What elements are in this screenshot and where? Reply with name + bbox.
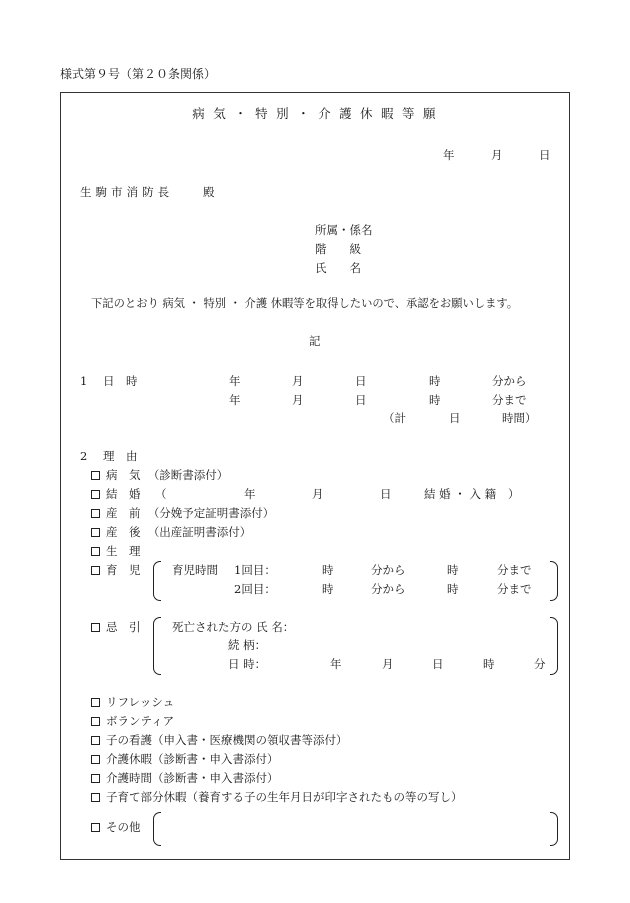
- childcare-left-bracket: [153, 561, 161, 601]
- care-hours-checkbox[interactable]: [91, 774, 100, 783]
- total-open: （計: [383, 411, 406, 425]
- reason-care-leave: [91, 754, 279, 766]
- marriage-open: （: [155, 487, 167, 501]
- from-hour: 時: [429, 374, 441, 388]
- reason-prenatal: [91, 508, 274, 520]
- section2-number: 2: [80, 449, 88, 463]
- sick-note: （診断書添付）: [147, 468, 229, 482]
- childcare-row1-hour: 時: [322, 563, 334, 577]
- mourning-year: 年: [330, 657, 342, 671]
- form-number: 様式第９号（第２０条関係）: [60, 67, 217, 81]
- other-label: その他: [106, 820, 141, 834]
- from-minute: 分から: [492, 374, 527, 388]
- refresh-checkbox[interactable]: [91, 698, 100, 707]
- ki-mark: 記: [309, 334, 321, 348]
- childcare-row2-hour2: 時: [447, 582, 459, 596]
- to-year: 年: [229, 393, 241, 407]
- to-hour: 時: [429, 393, 441, 407]
- childcare-row1-hour2: 時: [447, 563, 459, 577]
- marriage-close: ）: [508, 487, 520, 501]
- mourning-right-bracket: [550, 617, 558, 675]
- childcare-time-label: 育児時間: [172, 563, 218, 577]
- mourning-label: 忌 引: [106, 620, 141, 634]
- sick-label: 病 気: [106, 468, 141, 482]
- prenatal-note: （分娩予定証明書添付）: [147, 506, 275, 520]
- from-day: 日: [355, 374, 367, 388]
- section1-number: 1: [80, 374, 88, 388]
- applicant-name: 氏 名: [315, 261, 361, 275]
- mourning-hour: 時: [483, 657, 495, 671]
- reason-partial-leave: [91, 792, 463, 804]
- to-minute: 分まで: [492, 393, 527, 407]
- care-leave-label: 介護休暇（診断書・申入書添付）: [106, 752, 279, 766]
- volunteer-label: ボランティア: [106, 714, 175, 728]
- addressee-name: 生駒市消防長: [80, 185, 174, 199]
- prenatal-checkbox[interactable]: [91, 509, 100, 518]
- date-day: 日: [539, 148, 551, 162]
- reason-marriage: [91, 489, 141, 501]
- volunteer-checkbox[interactable]: [91, 717, 100, 726]
- mourning-deceased: 死亡された方の 氏 名：: [172, 620, 295, 634]
- childcare-row1-until: 分まで: [497, 563, 532, 577]
- from-year: 年: [229, 374, 241, 388]
- mourning-datetime: 日 時：: [228, 657, 267, 671]
- refresh-label: リフレッシュ: [106, 695, 175, 709]
- care-leave-checkbox[interactable]: [91, 755, 100, 764]
- mourning-left-bracket: [153, 617, 161, 675]
- marriage-label: 結 婚: [106, 487, 141, 501]
- reason-mourning: [91, 622, 141, 634]
- applicant-affiliation: 所属・係名: [315, 223, 373, 237]
- reason-postnatal: [91, 527, 251, 539]
- reason-care-hours: [91, 773, 279, 785]
- mourning-day: 日: [432, 657, 444, 671]
- childcare-row2-from: 分から: [371, 582, 406, 596]
- form-title: 病 気 ・ 特 別 ・ 介 護 休 暇 等 願: [192, 106, 438, 121]
- section2-label: 理 由: [103, 449, 138, 463]
- childcare-row2-hour: 時: [322, 582, 334, 596]
- other-checkbox[interactable]: [91, 823, 100, 832]
- marriage-day: 日: [380, 487, 392, 501]
- reason-volunteer: [91, 716, 174, 728]
- marriage-year: 年: [244, 487, 256, 501]
- menstrual-label: 生 理: [106, 544, 141, 558]
- mourning-relation: 続 柄：: [228, 638, 267, 652]
- childcare-checkbox[interactable]: [91, 566, 100, 575]
- childcare-row2-until: 分まで: [497, 582, 532, 596]
- marriage-month: 月: [312, 487, 324, 501]
- partial-leave-checkbox[interactable]: [91, 793, 100, 802]
- child-nursing-checkbox[interactable]: [91, 736, 100, 745]
- prenatal-label: 産 前: [106, 506, 141, 520]
- section1-label: 日 時: [103, 374, 138, 388]
- postnatal-checkbox[interactable]: [91, 528, 100, 537]
- reason-refresh: [91, 697, 174, 709]
- reason-child-nursing: [91, 735, 348, 747]
- reason-other: [91, 822, 141, 834]
- child-nursing-label: 子の看護（申入書・医療機関の領収書等添付）: [106, 733, 348, 747]
- date-year: 年: [443, 148, 455, 162]
- childcare-row2-n: 2回目：: [234, 582, 276, 596]
- request-text: 下記のとおり 病気 ・ 特別 ・ 介護 休暇等を取得したいので、承認をお願いします。: [91, 297, 519, 310]
- mourning-minute: 分: [534, 657, 546, 671]
- childcare-label: 育 児: [106, 563, 141, 577]
- childcare-row1-n: 1回目：: [234, 563, 276, 577]
- care-hours-label: 介護時間（診断書・申入書添付）: [106, 771, 279, 785]
- partial-leave-label: 子育て部分休暇（養育する子の生年月日が印字されたもの等の写し）: [106, 790, 463, 804]
- reason-childcare: [91, 565, 141, 577]
- marriage-checkbox[interactable]: [91, 490, 100, 499]
- sick-checkbox[interactable]: [91, 471, 100, 480]
- childcare-right-bracket: [550, 561, 558, 601]
- other-left-bracket: [153, 812, 161, 846]
- to-day: 日: [355, 393, 367, 407]
- total-day: 日: [449, 411, 461, 425]
- postnatal-note: （出産証明書添付）: [147, 525, 252, 539]
- marriage-text: 結 婚 ・ 入 籍: [424, 487, 497, 501]
- from-month: 月: [292, 374, 304, 388]
- menstrual-checkbox[interactable]: [91, 547, 100, 556]
- other-right-bracket: [550, 812, 558, 846]
- to-month: 月: [292, 393, 304, 407]
- applicant-rank: 階 級: [315, 242, 361, 256]
- reason-menstrual: [91, 546, 141, 558]
- total-hours: 時間）: [502, 411, 537, 425]
- childcare-row1-from: 分から: [371, 563, 406, 577]
- addressee-honorific: 殿: [203, 185, 215, 199]
- mourning-month: 月: [382, 657, 394, 671]
- postnatal-label: 産 後: [106, 525, 141, 539]
- date-month: 月: [491, 148, 503, 162]
- mourning-checkbox[interactable]: [91, 623, 100, 632]
- reason-sick: [91, 470, 228, 482]
